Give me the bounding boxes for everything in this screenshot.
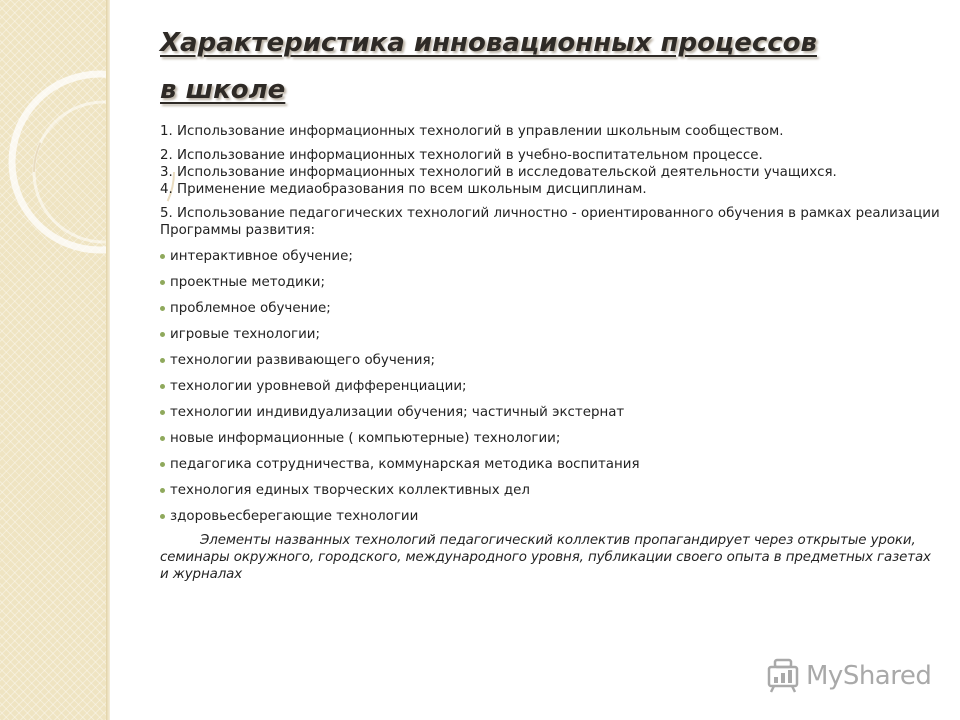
- closing-paragraph: Элементы названных технологий педагогический коллектив пропагандирует через открытые уроки, семинары окружного, городского, международного уровня, публикации своего опыта в предметных газетах и журналах: [160, 533, 931, 582]
- bullet-item: технологии уровневой дифференциации;: [160, 378, 940, 395]
- bullet-item: технология единых творческих коллективных дел: [160, 482, 940, 499]
- slide-title: Характеристика инновационных процессов в школе: [160, 28, 817, 105]
- bullet-item: проблемное обучение;: [160, 300, 940, 317]
- slide-content: [160, 123, 940, 583]
- myshared-watermark: [766, 656, 931, 696]
- bullet-item: проектные методики;: [160, 274, 940, 291]
- presentation-board-icon: [766, 658, 800, 694]
- list-item-4: 4. Применение медиаобразования по всем школьным дисциплинам.: [160, 182, 647, 197]
- bullet-item: технологии развивающего обучения;: [160, 352, 940, 369]
- arc-overlay: [34, 102, 174, 242]
- list-item-1: 1. Использование информационных технологий в управлении школьным сообществом.: [160, 124, 784, 139]
- list-item-3: 3. Использование информационных технологий в исследовательской деятельности учащихся.: [160, 165, 837, 180]
- bullet-item: технологии индивидуализации обучения; частичный экстернат: [160, 404, 940, 421]
- bullet-item: новые информационные ( компьютерные) технологии;: [160, 430, 940, 447]
- watermark-text: MyShared: [806, 661, 932, 691]
- bullet-item: здоровьесберегающие технологии: [160, 508, 940, 525]
- bullet-item: интерактивное обучение;: [160, 248, 940, 265]
- bullet-item: педагогика сотрудничества, коммунарская методика воспитания: [160, 456, 940, 473]
- list-item-2: 2. Использование информационных технологий в учебно-воспитательном процессе.: [160, 148, 763, 163]
- list-item-5: 5. Использование педагогических технологий личностно - ориентированного обучения в рамках реализации Программы развития:: [160, 206, 940, 238]
- bullet-item: игровые технологии;: [160, 326, 940, 343]
